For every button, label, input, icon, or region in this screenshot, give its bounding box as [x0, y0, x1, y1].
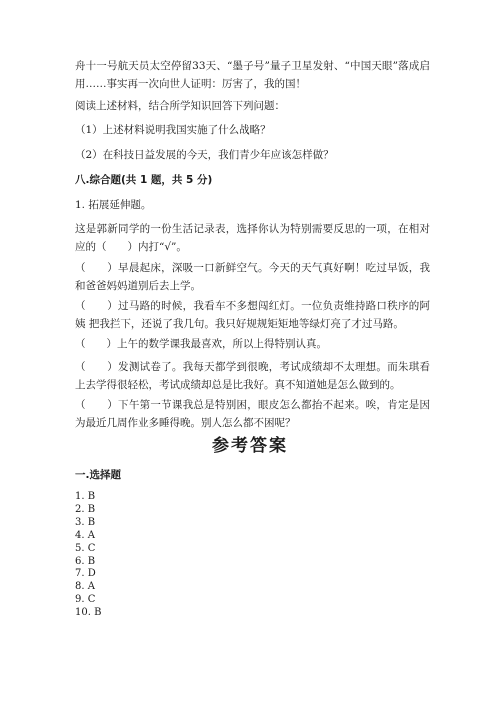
answer-item: 9. C [75, 594, 96, 606]
answer-item: 5. C [75, 542, 96, 554]
record-option-4: （ ）发测试卷了。我每天都学到很晚，考试成绩却不太理想。而朱琪看上去学得很轻松，考试成绩却总是比我好。真不知道她是怎么做到的。 [75, 361, 430, 391]
answer-item: 3. B [75, 516, 96, 528]
answer-item: 1. B [75, 491, 96, 502]
section-8-heading: 八.综合题(共 1 题，共 5 分) [75, 174, 213, 186]
answer-item: 4. A [75, 529, 95, 541]
record-option-1: （ ）早晨起床，深吸一口新鲜空气。今天的天气真好啊！吃过早饭，我和爸爸妈妈道别后去上学。 [75, 262, 430, 292]
reading-instruction: 阅读上述材料，结合所学知识回答下列问题： [75, 100, 285, 112]
answer-key-title: 参考答案 [212, 436, 288, 456]
record-option-3: （ ）上午的数学课我最喜欢，所以上得特别认真。 [75, 338, 327, 350]
answer-list [75, 491, 101, 620]
material-paragraph: 舟十一号航天员太空停留33天、“墨子号”量子卫星发射、“中国天眼”落成启用……事实再一次向世人证明：厉害了，我的国！ [75, 60, 430, 90]
record-option-5: （ ）下午第一节课我总是特别困，眼皮怎么都抬不起来。唉，肯定是因为最近几周作业多睡得晚。别人怎么都不困呢？ [75, 399, 430, 429]
answer-item: 8. A [75, 581, 95, 593]
answer-item: 10. B [75, 607, 102, 619]
question-2: （2）在科技日益发展的今天，我们青少年应该怎样做？ [75, 149, 334, 161]
answer-item: 7. D [75, 568, 96, 580]
extension-question-intro: 这是郭新同学的一份生活记录表，选择你认为特别需要反思的一项，在相对应的（ ）内打“√”。 [75, 223, 430, 253]
record-option-2: （ ）过马路的时候，我看车不多想闯红灯。一位负责维持路口秩序的阿姨 把我拦下，还说了我几句。我只好规规矩矩地等绿灯亮了才过马路。 [75, 300, 430, 330]
answer-section-1-heading: 一.选择题 [75, 469, 121, 481]
answer-item: 2. B [75, 503, 96, 515]
answer-item: 6. B [75, 555, 96, 567]
question-1: （1）上述材料说明我国实施了什么战略？ [75, 124, 271, 136]
extension-question-label: 1. 拓展延伸题。 [75, 199, 152, 211]
